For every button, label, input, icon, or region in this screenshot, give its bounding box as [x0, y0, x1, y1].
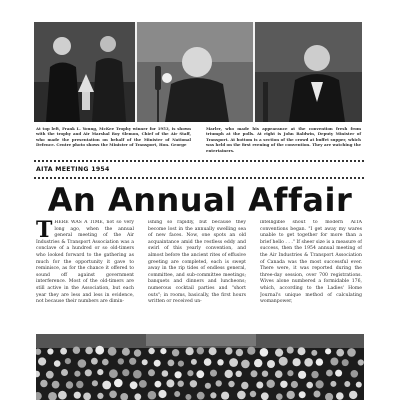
crowd-head	[316, 380, 324, 388]
crowd-head	[229, 358, 238, 367]
crowd-head	[267, 360, 275, 368]
crowd-head	[58, 391, 67, 400]
crowd-head	[236, 349, 243, 356]
crowd-head	[299, 391, 306, 398]
crowd-head	[204, 358, 212, 366]
crowd-head	[311, 350, 317, 356]
crowd-head	[351, 370, 359, 378]
crowd-head	[291, 381, 298, 388]
crowd-head	[74, 392, 81, 399]
crowd-head	[342, 359, 349, 366]
crowd-head	[118, 358, 124, 364]
crowd-head	[74, 371, 80, 377]
article-column-1-text: HERE WAS A TIME, not so very long ago, when the annual general meeting of the Air Industries & Transport Association was a conclave of a hundred or so old-timers who looked forward to the gathering as much for the opportunity it gave to reminisce, as for the chance it offered to sound off against government interference. Most of the old-timers are still active in the Association, but each year they are less and less in evidence, not because their numbers are dimin-	[36, 220, 134, 305]
crowd-head	[241, 382, 248, 389]
photo-strip	[34, 22, 362, 122]
crowd-head	[60, 348, 67, 355]
crowd-head	[85, 369, 92, 376]
crowd-head	[168, 360, 175, 367]
crowd-head	[154, 360, 161, 367]
crowd-head	[250, 391, 256, 397]
crowd-head	[158, 390, 166, 398]
crowd-head	[46, 371, 54, 379]
crowd-head	[97, 369, 103, 375]
crowd-head	[221, 392, 229, 400]
crowd-head	[225, 370, 233, 378]
crowd-head	[304, 358, 313, 367]
crowd-head	[175, 371, 182, 378]
crowd-head	[325, 348, 331, 354]
crowd-head	[276, 393, 283, 400]
crowd-head	[187, 370, 193, 376]
crowd-head	[162, 370, 169, 377]
crowd-head	[134, 349, 141, 356]
photo-caption-right: Marler, who made his appearance at the convention fresh from triumph at the polls. At right is John Baldwin, Deputy Minister of Transport. At bottom is a section of the crowd at buffet supper, which was held on the first evening of the convention. They are watching the entertainers.	[206, 126, 361, 153]
article-column-2: ishing so rapidly, but because they become lost in the annually swelling sea of new faces. Now, one spots an old acquaintance amid the restless eddy and swirl of this yearly convention, and almost before the ancient rites of effusive greeting are completed, each is swept away in the rip tides of endless general, committee, and sub-committee meetings; banquets and dinners and luncheons; numerous cocktail parties and "short outs"; in rooms, basically, the first hours written or received un-	[148, 220, 246, 305]
crowd-head	[260, 348, 269, 357]
crowd-head	[129, 358, 136, 365]
crowd-head	[102, 381, 111, 390]
crowd-head	[83, 393, 91, 400]
crowd-head	[76, 381, 83, 388]
crowd-head	[251, 370, 258, 377]
crowd-head	[172, 349, 179, 356]
crowd-head	[109, 391, 117, 399]
crowd-head	[109, 369, 118, 378]
crowd-head	[155, 381, 162, 388]
photo-caption-left: At top left, Frank L. Young, McKee Trophy winner for 1953, is shown with the trophy and Air Marshal Roy Slemon, Chief of the Air Staff, who made the presentation on behalf of the Minister of National Defence. Centre photo shows the Minister of Transport, Hon. George	[36, 126, 191, 148]
crowd-head	[237, 391, 246, 400]
crowd-head	[262, 371, 268, 377]
crowd-head	[209, 347, 217, 355]
drop-cap: T	[36, 220, 53, 243]
crowd-head	[40, 380, 47, 387]
crowd-head	[254, 359, 262, 367]
crowd-head	[102, 359, 109, 366]
crowd-head	[174, 391, 180, 397]
crowd-head	[134, 393, 141, 400]
crowd-head	[293, 358, 301, 366]
crowd-head	[335, 370, 342, 377]
crowd-head	[73, 347, 80, 354]
crowd-head	[186, 347, 194, 355]
crowd-head	[330, 381, 336, 387]
crowd-head	[275, 349, 283, 357]
crowd-head	[148, 391, 157, 400]
crowd-head	[47, 348, 53, 354]
crowd-head	[160, 348, 166, 354]
crowd-head	[52, 381, 60, 389]
crowd-head	[65, 358, 71, 364]
crowd-head	[166, 379, 174, 387]
crowd-head	[306, 382, 313, 389]
crowd-head	[54, 360, 61, 367]
crowd-head	[196, 370, 204, 378]
crowd-head	[217, 359, 223, 365]
article-title: An Annual Affair	[47, 181, 353, 219]
crowd-head	[298, 371, 306, 379]
crowd-head	[347, 348, 356, 357]
crowd-head	[326, 370, 333, 377]
crowd-head	[95, 346, 104, 355]
crowd-head	[61, 369, 68, 376]
crowd-head	[197, 392, 205, 400]
crowd-head	[216, 380, 222, 386]
crowd-head	[247, 347, 255, 355]
crowd-photo	[36, 334, 364, 400]
crowd-head	[336, 392, 344, 400]
crowd-head	[66, 381, 73, 388]
crowd-head	[261, 392, 269, 400]
crowd-head	[178, 361, 184, 367]
crowd-head	[185, 394, 191, 400]
crowd-head	[275, 370, 283, 378]
crowd-head	[267, 380, 275, 388]
crowd-head	[210, 392, 216, 398]
crowd-head	[279, 357, 288, 366]
crowd-head	[314, 391, 321, 398]
crowd-head	[130, 381, 138, 389]
crowd-head	[210, 370, 217, 377]
article-column-3: intelligible shout to modern AITA conventions began. "I get away my wares unable to get together for more than a brief hello . . ." If sheer size is a measure of success, then the 1954 annual meeting of the Air Industries & Transport Association of Canada was the most successful ever. There were, it was reported during the three-day session, over 700 registrations. Wives alone numbered a formidable 176, which, according to the Ladies' Home Journal's unique method of calculating womanpower,	[260, 220, 362, 305]
crowd-head	[228, 381, 234, 387]
crowd-head	[148, 369, 155, 376]
crowd-head	[205, 383, 211, 389]
crowd-head	[142, 359, 148, 365]
crowd-head	[236, 371, 242, 377]
crowd-head	[287, 370, 293, 376]
crowd-head	[91, 358, 98, 365]
crowd-head	[122, 348, 130, 356]
crowd-head	[349, 391, 357, 399]
crowd-head	[191, 359, 197, 365]
crowd-head	[190, 380, 197, 387]
convention-speaker-photo	[255, 22, 362, 122]
crowd-head	[316, 358, 323, 365]
crowd-head	[311, 371, 318, 378]
crowd-head	[85, 347, 93, 355]
crowd-head	[336, 349, 344, 357]
crowd-head	[298, 347, 306, 355]
crowd-head	[287, 347, 294, 354]
crowd-head	[108, 347, 117, 356]
section-label: AITA MEETING 1954	[36, 166, 110, 173]
crowd-head	[256, 382, 263, 389]
microphone-speaker-photo	[137, 22, 253, 122]
crowd-head	[356, 382, 362, 388]
crowd-head	[97, 393, 103, 399]
crowd-head	[122, 369, 129, 376]
crowd-head	[178, 381, 184, 387]
crowd-head	[148, 348, 154, 354]
crowd-head	[197, 347, 204, 354]
crowd-head	[78, 359, 87, 368]
crowd-head	[133, 370, 142, 379]
dotted-rule-bottom	[34, 177, 364, 179]
crowd-head	[139, 380, 147, 388]
crowd-head	[241, 360, 250, 369]
crowd-head	[92, 380, 98, 386]
crowd-head	[114, 379, 123, 388]
dotted-rule-top	[34, 160, 364, 162]
trophy-presentation-photo	[34, 22, 135, 122]
crowd-head	[358, 359, 364, 365]
crowd-head	[38, 357, 46, 365]
crowd-head	[225, 347, 232, 354]
article-column-1	[36, 220, 134, 334]
crowd-head	[280, 381, 287, 388]
crowd-head	[344, 381, 350, 387]
crowd-head	[330, 358, 338, 366]
crowd-head	[287, 391, 295, 399]
